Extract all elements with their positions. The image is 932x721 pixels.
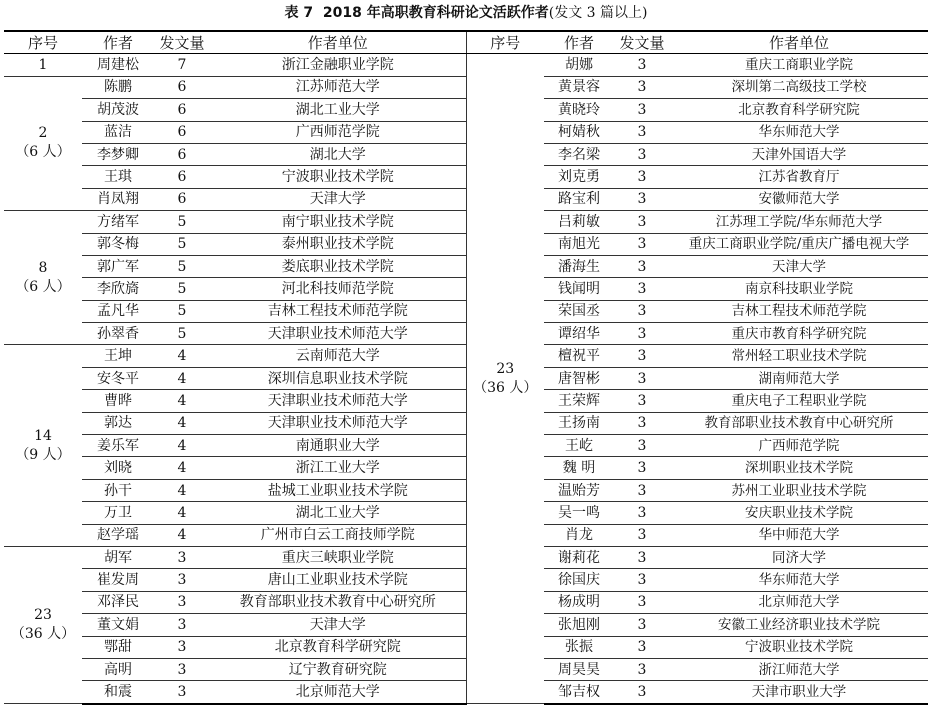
count-cell: 3 <box>614 435 670 457</box>
unit-cell: 天津职业技术师范大学 <box>210 323 466 345</box>
author-cell: 邓泽民 <box>82 591 154 613</box>
author-cell: 李梦卿 <box>82 143 154 165</box>
unit-cell: 娄底职业技术学院 <box>210 255 466 277</box>
count-cell: 4 <box>154 367 210 389</box>
author-cell: 和震 <box>82 681 154 704</box>
author-cell: 吴一鸣 <box>544 502 614 524</box>
count-cell: 3 <box>614 524 670 546</box>
unit-cell: 北京教育科学研究院 <box>670 99 928 121</box>
author-cell: 曹晔 <box>82 390 154 412</box>
author-cell: 张旭刚 <box>544 614 614 636</box>
count-cell: 3 <box>614 300 670 322</box>
count-cell: 3 <box>614 166 670 188</box>
unit-cell: 教育部职业技术教育中心研究所 <box>210 591 466 613</box>
rank-cell <box>4 211 82 345</box>
count-cell: 3 <box>614 255 670 277</box>
count-cell: 3 <box>614 412 670 434</box>
unit-cell: 湖北大学 <box>210 143 466 165</box>
header-count: 发文量 <box>154 31 210 54</box>
unit-cell: 江苏师范大学 <box>210 76 466 98</box>
author-cell: 邹吉权 <box>544 681 614 704</box>
unit-cell: 辽宁教育研究院 <box>210 658 466 680</box>
count-cell: 3 <box>614 457 670 479</box>
header-rank: 序号 <box>466 31 544 54</box>
header-author: 作者 <box>82 31 154 54</box>
author-cell: 李欣旖 <box>82 278 154 300</box>
unit-cell: 天津职业技术师范大学 <box>210 412 466 434</box>
author-cell: 孙翠香 <box>82 323 154 345</box>
count-cell: 3 <box>614 188 670 210</box>
count-cell: 3 <box>614 54 670 76</box>
author-cell: 蓝洁 <box>82 121 154 143</box>
author-cell: 高明 <box>82 658 154 680</box>
author-cell: 潘海生 <box>544 255 614 277</box>
count-cell: 4 <box>154 345 210 367</box>
unit-cell: 深圳职业技术学院 <box>670 457 928 479</box>
author-cell: 方绪军 <box>82 211 154 233</box>
header-count: 发文量 <box>614 31 670 54</box>
count-cell: 3 <box>614 233 670 255</box>
author-cell: 周建松 <box>82 54 154 76</box>
count-cell: 3 <box>614 99 670 121</box>
rank-people-count: （36 人） <box>473 379 538 396</box>
unit-cell: 天津大学 <box>210 188 466 210</box>
count-cell: 6 <box>154 166 210 188</box>
unit-cell: 宁波职业技术学院 <box>210 166 466 188</box>
count-cell: 3 <box>614 546 670 568</box>
header-unit: 作者单位 <box>670 31 928 54</box>
author-cell: 崔发周 <box>82 569 154 591</box>
author-cell: 谭绍华 <box>544 323 614 345</box>
unit-cell: 教育部职业技术教育中心研究所 <box>670 412 928 434</box>
author-cell: 刘克勇 <box>544 166 614 188</box>
author-cell: 胡娜 <box>544 54 614 76</box>
author-cell: 温贻芳 <box>544 479 614 501</box>
count-cell: 6 <box>154 99 210 121</box>
count-cell: 3 <box>614 121 670 143</box>
unit-cell: 北京师范大学 <box>670 591 928 613</box>
count-cell: 3 <box>154 591 210 613</box>
unit-cell: 深圳信息职业技术学院 <box>210 367 466 389</box>
unit-cell: 南京科技职业学院 <box>670 278 928 300</box>
count-cell: 5 <box>154 255 210 277</box>
rank-people-count: （6 人） <box>15 144 71 161</box>
rank-people-count: （9 人） <box>15 446 71 463</box>
unit-cell: 河北科技师范学院 <box>210 278 466 300</box>
author-cell: 黄晓玲 <box>544 99 614 121</box>
table-caption <box>0 0 932 28</box>
author-cell: 赵学瑶 <box>82 524 154 546</box>
header-row <box>4 31 928 54</box>
unit-cell: 湖北工业大学 <box>210 99 466 121</box>
author-cell: 路宝利 <box>544 188 614 210</box>
author-cell: 钱闻明 <box>544 278 614 300</box>
table-row <box>4 54 928 76</box>
author-cell: 杨成明 <box>544 591 614 613</box>
unit-cell: 广州市白云工商技师学院 <box>210 524 466 546</box>
author-cell: 张振 <box>544 636 614 658</box>
count-cell: 3 <box>614 502 670 524</box>
table-label: 表 7 <box>284 5 314 21</box>
rank-cell <box>4 546 82 703</box>
author-cell: 胡军 <box>82 546 154 568</box>
author-cell: 刘晓 <box>82 457 154 479</box>
unit-cell: 浙江工业大学 <box>210 457 466 479</box>
count-cell: 4 <box>154 412 210 434</box>
author-cell: 姜乐军 <box>82 435 154 457</box>
rank-cell <box>4 345 82 547</box>
author-cell: 陈鹏 <box>82 76 154 98</box>
rank-cell <box>466 54 544 704</box>
unit-cell: 盐城工业职业技术学院 <box>210 479 466 501</box>
author-cell: 周昊昊 <box>544 658 614 680</box>
unit-cell: 华东师范大学 <box>670 121 928 143</box>
count-cell: 6 <box>154 188 210 210</box>
unit-cell: 吉林工程技术师范学院 <box>210 300 466 322</box>
count-cell: 3 <box>614 591 670 613</box>
count-cell: 4 <box>154 457 210 479</box>
count-cell: 3 <box>614 323 670 345</box>
author-cell: 王屹 <box>544 435 614 457</box>
count-cell: 4 <box>154 524 210 546</box>
unit-cell: 云南师范大学 <box>210 345 466 367</box>
unit-cell: 宁波职业技术学院 <box>670 636 928 658</box>
rank-number: 1 <box>38 56 48 73</box>
rank-cell <box>4 76 82 210</box>
unit-cell: 天津市职业大学 <box>670 681 928 704</box>
author-cell: 郭广军 <box>82 255 154 277</box>
count-cell: 3 <box>614 278 670 300</box>
unit-cell: 北京教育科学研究院 <box>210 636 466 658</box>
author-cell: 胡茂波 <box>82 99 154 121</box>
author-cell: 王坤 <box>82 345 154 367</box>
unit-cell: 广西师范学院 <box>670 435 928 457</box>
rank-number: 14 <box>34 427 52 444</box>
unit-cell: 天津外国语大学 <box>670 143 928 165</box>
unit-cell: 广西师范学院 <box>210 121 466 143</box>
rank-cell <box>4 54 82 76</box>
author-cell: 檀祝平 <box>544 345 614 367</box>
count-cell: 3 <box>614 143 670 165</box>
count-cell: 4 <box>154 435 210 457</box>
count-cell: 4 <box>154 390 210 412</box>
author-cell: 肖凤翔 <box>82 188 154 210</box>
author-cell: 唐智彬 <box>544 367 614 389</box>
unit-cell: 江苏省教育厅 <box>670 166 928 188</box>
count-cell: 4 <box>154 502 210 524</box>
author-cell: 柯婧秋 <box>544 121 614 143</box>
author-cell: 吕莉敏 <box>544 211 614 233</box>
author-cell: 孟凡华 <box>82 300 154 322</box>
unit-cell: 北京师范大学 <box>210 681 466 704</box>
author-cell: 王琪 <box>82 166 154 188</box>
count-cell: 3 <box>614 479 670 501</box>
unit-cell: 苏州工业职业技术学院 <box>670 479 928 501</box>
count-cell: 3 <box>154 569 210 591</box>
unit-cell: 天津大学 <box>670 255 928 277</box>
unit-cell: 华东师范大学 <box>670 569 928 591</box>
unit-cell: 深圳第二高级技工学校 <box>670 76 928 98</box>
rank-people-count: （6 人） <box>15 278 71 295</box>
header-rank: 序号 <box>4 31 82 54</box>
count-cell: 3 <box>614 390 670 412</box>
author-cell: 郭达 <box>82 412 154 434</box>
authors-table <box>4 30 928 705</box>
rank-people-count: （36 人） <box>10 626 76 643</box>
count-cell: 3 <box>614 658 670 680</box>
count-cell: 3 <box>614 345 670 367</box>
unit-cell: 江苏理工学院/华东师范大学 <box>670 211 928 233</box>
count-cell: 4 <box>154 479 210 501</box>
count-cell: 3 <box>154 546 210 568</box>
author-cell: 董文娟 <box>82 614 154 636</box>
unit-cell: 湖北工业大学 <box>210 502 466 524</box>
unit-cell: 泰州职业技术学院 <box>210 233 466 255</box>
unit-cell: 天津大学 <box>210 614 466 636</box>
table-title: 2018 年高职教育科研论文活跃作者 <box>322 5 549 21</box>
author-cell: 谢莉花 <box>544 546 614 568</box>
unit-cell: 安徽工业经济职业技术学院 <box>670 614 928 636</box>
unit-cell: 重庆三峡职业学院 <box>210 546 466 568</box>
count-cell: 6 <box>154 76 210 98</box>
rank-number: 23 <box>34 607 52 624</box>
author-cell: 王扬南 <box>544 412 614 434</box>
unit-cell: 安徽师范大学 <box>670 188 928 210</box>
unit-cell: 常州轻工职业技术学院 <box>670 345 928 367</box>
count-cell: 5 <box>154 278 210 300</box>
author-cell: 王荣辉 <box>544 390 614 412</box>
unit-cell: 重庆市教育科学研究院 <box>670 323 928 345</box>
unit-cell: 南通职业大学 <box>210 435 466 457</box>
count-cell: 3 <box>614 636 670 658</box>
author-cell: 肖龙 <box>544 524 614 546</box>
unit-cell: 浙江金融职业学院 <box>210 54 466 76</box>
unit-cell: 重庆工商职业学院 <box>670 54 928 76</box>
count-cell: 7 <box>154 54 210 76</box>
author-cell: 李名梁 <box>544 143 614 165</box>
unit-cell: 天津职业技术师范大学 <box>210 390 466 412</box>
unit-cell: 吉林工程技术师范学院 <box>670 300 928 322</box>
unit-cell: 同济大学 <box>670 546 928 568</box>
count-cell: 3 <box>614 614 670 636</box>
author-cell: 安冬平 <box>82 367 154 389</box>
count-cell: 5 <box>154 300 210 322</box>
count-cell: 5 <box>154 323 210 345</box>
rank-number: 8 <box>38 259 48 276</box>
unit-cell: 南宁职业技术学院 <box>210 211 466 233</box>
count-cell: 3 <box>614 211 670 233</box>
count-cell: 3 <box>154 614 210 636</box>
unit-cell: 华中师范大学 <box>670 524 928 546</box>
count-cell: 3 <box>614 76 670 98</box>
rank-number: 23 <box>496 360 515 377</box>
unit-cell: 唐山工业职业技术学院 <box>210 569 466 591</box>
author-cell: 鄂甜 <box>82 636 154 658</box>
unit-cell: 重庆工商职业学院/重庆广播电视大学 <box>670 233 928 255</box>
author-cell: 魏 明 <box>544 457 614 479</box>
count-cell: 3 <box>154 681 210 704</box>
count-cell: 3 <box>614 681 670 704</box>
count-cell: 3 <box>614 569 670 591</box>
unit-cell: 重庆电子工程职业学院 <box>670 390 928 412</box>
count-cell: 6 <box>154 143 210 165</box>
author-cell: 万卫 <box>82 502 154 524</box>
rank-number: 2 <box>38 125 48 142</box>
author-cell: 郭冬梅 <box>82 233 154 255</box>
author-cell: 南旭光 <box>544 233 614 255</box>
unit-cell: 湖南师范大学 <box>670 367 928 389</box>
table-note: (发文 3 篇以上) <box>548 5 648 21</box>
count-cell: 3 <box>154 658 210 680</box>
author-cell: 徐国庆 <box>544 569 614 591</box>
author-cell: 黄景容 <box>544 76 614 98</box>
count-cell: 5 <box>154 233 210 255</box>
count-cell: 3 <box>154 636 210 658</box>
unit-cell: 浙江师范大学 <box>670 658 928 680</box>
count-cell: 3 <box>614 367 670 389</box>
header-unit: 作者单位 <box>210 31 466 54</box>
author-cell: 荣国丞 <box>544 300 614 322</box>
count-cell: 5 <box>154 211 210 233</box>
author-cell: 孙干 <box>82 479 154 501</box>
count-cell: 6 <box>154 121 210 143</box>
header-author: 作者 <box>544 31 614 54</box>
unit-cell: 安庆职业技术学院 <box>670 502 928 524</box>
